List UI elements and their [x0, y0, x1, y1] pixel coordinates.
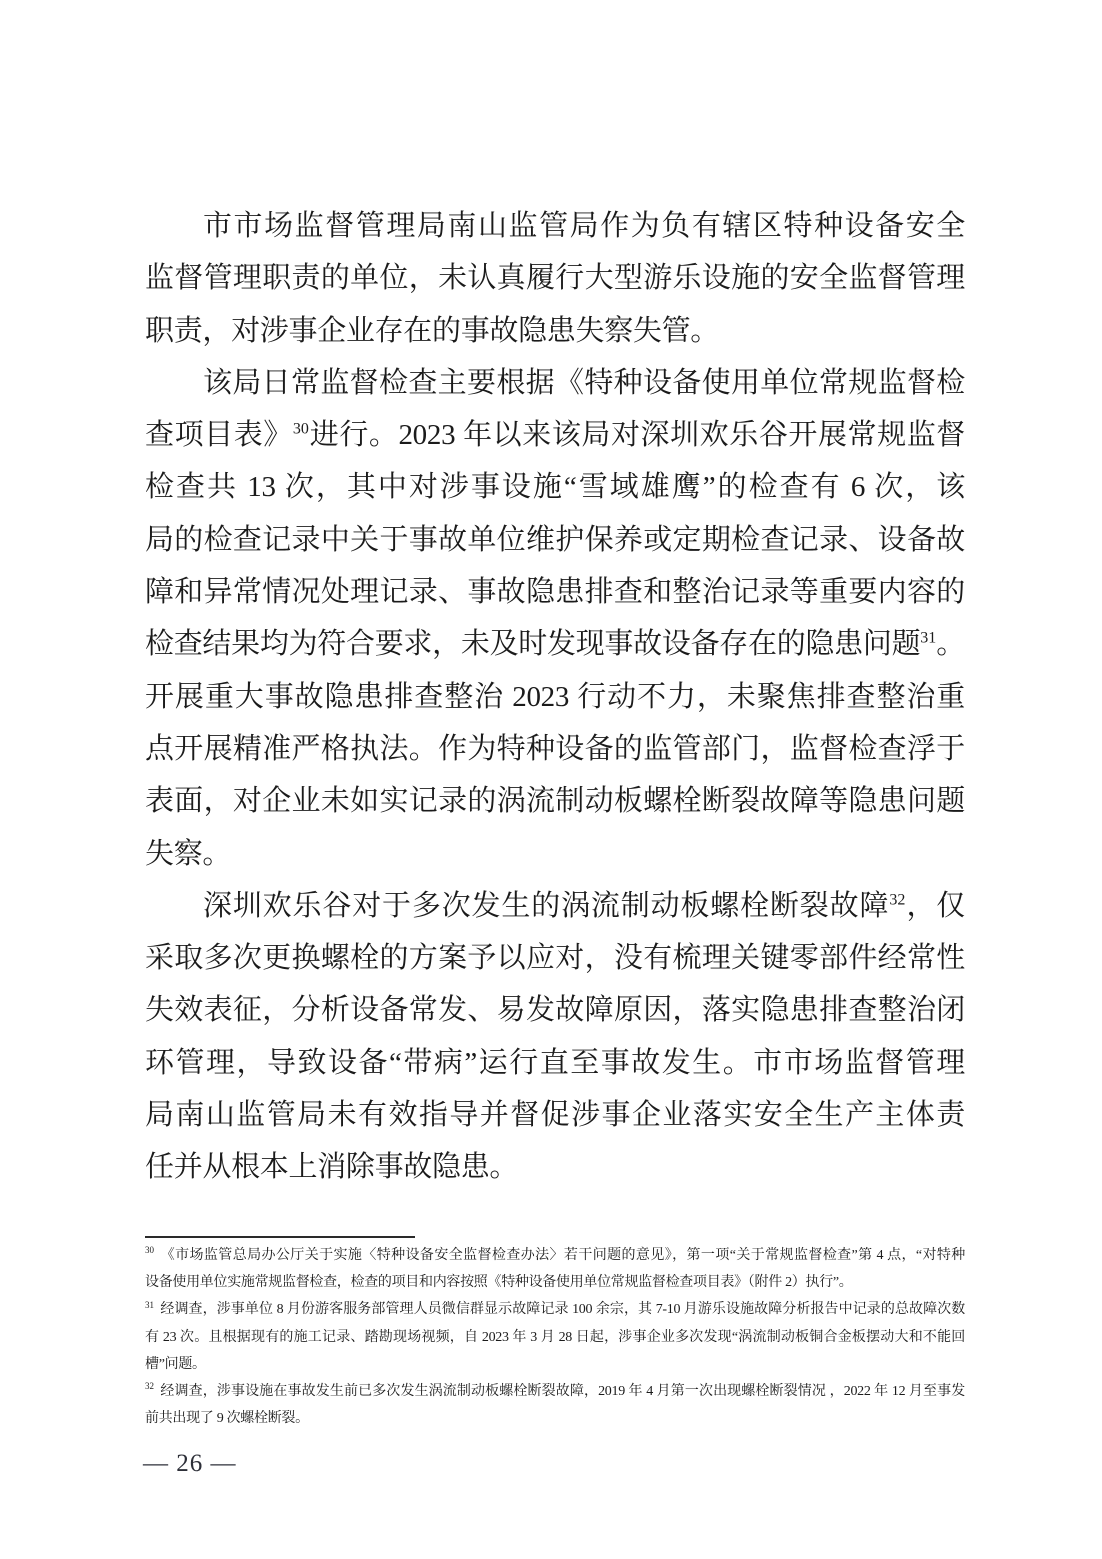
footnote-line [145, 1296, 965, 1323]
footnote-line [145, 1242, 965, 1269]
footnote-line [145, 1378, 965, 1405]
body-line: 局南山监管局未有效指导并督促涉事企业落实安全生产主体责 [145, 1099, 965, 1132]
footnote-separator [145, 1236, 415, 1238]
footnote-marker-31: 31 [145, 1299, 154, 1310]
page-number: — 26 — [143, 1450, 237, 1477]
footnote-line: 有 23 次。且根据现有的施工记录、踏勘现场视频，自 2023 年 3 月 28 日起，涉事企业多次发现“涡流制动板铜合金板摆动大和不能回 [145, 1329, 965, 1345]
body-line: 检查共 13 次，其中对涉事设施“雪域雄鹰”的检查有 6 次，该 [145, 471, 965, 504]
footnote-text: 经调查，涉事设施在事故发生前已多次发生涡流制动板螺栓断裂故障，2019 年 4 月第一次出现螺栓断裂情况 ，2022 年 12 月至事发 [160, 1383, 965, 1399]
body-line-text: 深圳欢乐谷对于多次发生的涡流制动板螺栓断裂故障 [203, 889, 890, 922]
body-line-text: 。 [936, 628, 965, 661]
body-text-block [145, 200, 965, 1194]
footnote-ref-30: 30 [292, 420, 309, 438]
body-line: 点开展精准严格执法。作为特种设备的监管部门，监督检查浮于 [145, 732, 965, 765]
footnote-marker-30: 30 [145, 1245, 154, 1256]
body-line: 采取多次更换螺栓的方案予以应对，没有梳理关键零部件经常性 [145, 942, 965, 975]
footnote-text: 《市场监管总局办公厅关于实施〈特种设备安全监督检查办法〉若干问题的意见》，第一项“关于常规监督检查”第 4 点，“对特种 [160, 1248, 965, 1263]
footnote-line: 槽”问题。 [145, 1356, 206, 1372]
footnotes-block [145, 1242, 965, 1432]
body-line-text: ，仅 [905, 889, 965, 922]
body-line: 任并从根本上消除事故隐患。 [145, 1151, 519, 1184]
body-line: 失察。 [145, 837, 232, 870]
body-line: 环管理，导致设备“带病”运行直至事故发生。市市场监督管理 [145, 1046, 965, 1079]
footnote-line: 设备使用单位实施常规监督检查，检查的项目和内容按照《特种设备使用单位常规监督检查项目表》（附件 2）执行”。 [145, 1275, 853, 1291]
body-line: 该局日常监督检查主要根据《特种设备使用单位常规监督检 [203, 366, 965, 399]
footnote-marker-32: 32 [145, 1381, 154, 1392]
body-line: 表面，对企业未如实记录的涡流制动板螺栓断裂故障等隐患问题 [145, 785, 965, 818]
footnote-text: 经调查，涉事单位 8 月份游客服务部管理人员微信群显示故障记录 100 余宗，其 7-10 月游乐设施故障分析报告中记录的总故障次数 [160, 1302, 965, 1318]
body-line: 障和异常情况处理记录、事故隐患排查和整治记录等重要内容的 [145, 576, 965, 609]
body-line: 市市场监督管理局南山监管局作为负有辖区特种设备安全 [203, 210, 965, 242]
body-line [145, 618, 965, 670]
body-line-text: 检查结果均为符合要求，未及时发现事故设备存在的隐患问题 [145, 628, 921, 661]
body-line: 职责，对涉事企业存在的事故隐患失察失管。 [145, 314, 720, 347]
footnote-line: 前共出现了 9 次螺栓断裂。 [145, 1411, 309, 1427]
body-line: 开展重大事故隐患排查整治 2023 行动不力，未聚焦排查整治重 [145, 680, 965, 713]
footnote-ref-32: 32 [889, 891, 906, 909]
body-line-text: 进行。2023 年以来该局对深圳欢乐谷开展常规监督 [308, 419, 965, 452]
body-line: 局的检查记录中关于事故单位维护保养或定期检查记录、设备故 [145, 523, 965, 556]
body-line-text: 查项目表》 [145, 419, 293, 452]
body-line [145, 409, 965, 461]
body-line: 监督管理职责的单位，未认真履行大型游乐设施的安全监督管理 [145, 262, 965, 295]
footnote-ref-31: 31 [920, 629, 937, 647]
body-line [145, 880, 965, 932]
body-line: 失效表征，分析设备常发、易发故障原因，落实隐患排查整治闭 [145, 994, 965, 1027]
